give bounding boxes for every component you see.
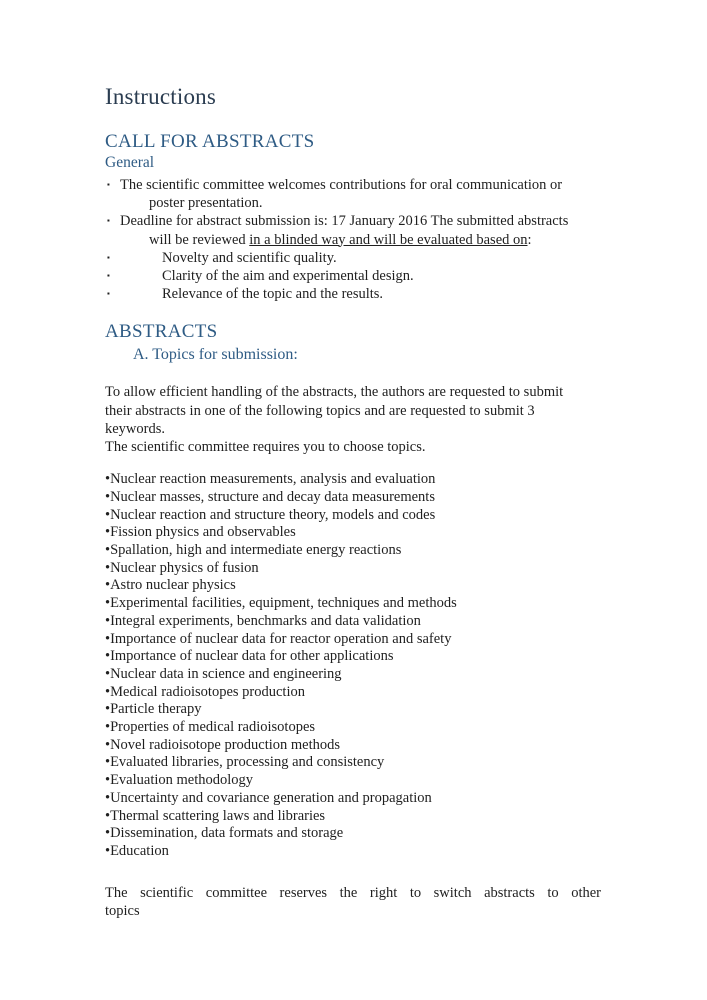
round-bullet-icon: • — [105, 807, 111, 824]
topic-item — [105, 631, 601, 649]
topic-item — [105, 843, 601, 861]
footer-line: The scientific committee reserves the right to switch abstracts to other — [105, 884, 601, 901]
round-bullet-icon: • — [105, 506, 111, 523]
topic-text: Nuclear masses, structure and decay data measurements — [110, 488, 435, 505]
topic-item — [105, 772, 601, 790]
round-bullet-icon: • — [105, 754, 111, 771]
round-bullet-icon: • — [105, 719, 111, 736]
topic-item — [105, 684, 601, 702]
bullet-text — [120, 176, 601, 212]
topic-item — [105, 737, 601, 755]
topic-item — [105, 825, 601, 843]
topic-text: Dissemination, data formats and storage — [110, 825, 344, 842]
bullet-line: The scientific committee welcomes contributions for oral communication or — [120, 177, 563, 193]
round-bullet-icon: • — [105, 736, 111, 753]
square-bullet-icon: ▪ — [107, 180, 110, 189]
intro-paragraph — [105, 383, 601, 456]
topic-text: Importance of nuclear data for other applications — [110, 648, 394, 665]
topic-item — [105, 754, 601, 772]
topic-item — [105, 542, 601, 560]
topics-list — [105, 471, 601, 860]
topic-item — [105, 666, 601, 684]
criteria-item — [105, 267, 601, 285]
bullet-item-welcome — [105, 176, 601, 212]
round-bullet-icon: • — [105, 825, 111, 842]
round-bullet-icon: • — [105, 683, 111, 700]
topic-item — [105, 790, 601, 808]
topic-item — [105, 719, 601, 737]
topic-text: Spallation, high and intermediate energy reactions — [110, 542, 402, 559]
criteria-list — [105, 249, 601, 304]
deadline-text-suffix: : — [527, 231, 532, 248]
topic-text: Particle therapy — [110, 701, 202, 718]
round-bullet-icon: • — [105, 488, 111, 505]
topic-text: Medical radioisotopes production — [110, 683, 305, 700]
topic-item — [105, 613, 601, 631]
topic-item — [105, 471, 601, 489]
topic-item — [105, 595, 601, 613]
square-bullet-icon: ▪ — [107, 271, 110, 281]
topic-item — [105, 648, 601, 666]
round-bullet-icon: • — [105, 612, 111, 629]
square-bullet-icon: ▪ — [107, 216, 110, 226]
topic-text: Evaluation methodology — [110, 772, 254, 789]
topic-text: Thermal scattering laws and libraries — [110, 807, 326, 824]
topic-text: Nuclear reaction measurements, analysis and evaluation — [110, 471, 436, 488]
criteria-item — [105, 249, 601, 267]
round-bullet-icon: • — [105, 665, 111, 682]
general-bullet-list — [105, 176, 601, 303]
topic-text: Evaluated libraries, processing and consistency — [110, 754, 385, 771]
criteria-text: Novelty and scientific quality. — [162, 249, 337, 266]
round-bullet-icon: • — [105, 630, 111, 647]
deadline-text-prefix: will be reviewed — [149, 231, 250, 248]
round-bullet-icon: • — [105, 577, 111, 594]
topic-text: Experimental facilities, equipment, techniques and methods — [110, 595, 457, 612]
round-bullet-icon: • — [105, 595, 111, 612]
bullet-item-deadline — [105, 212, 601, 248]
round-bullet-icon: • — [105, 648, 111, 665]
round-bullet-icon: • — [105, 843, 111, 859]
round-bullet-icon: • — [105, 542, 111, 559]
round-bullet-icon: • — [105, 524, 111, 541]
intro-line: keywords. — [105, 420, 166, 437]
intro-line: The scientific committee requires you to choose topics. — [105, 439, 426, 456]
topic-text: Nuclear reaction and structure theory, models and codes — [110, 506, 436, 523]
topic-text: Education — [110, 843, 169, 859]
topic-text: Novel radioisotope production methods — [110, 736, 341, 753]
bullet-line: Deadline for abstract submission is: 17 January 2016 The submitted abstracts — [120, 213, 569, 230]
bullet-line — [120, 231, 601, 249]
topic-item — [105, 524, 601, 542]
topics-for-submission-subheading: A. Topics for submission: — [133, 346, 298, 364]
topic-item — [105, 507, 601, 525]
topic-text: Properties of medical radioisotopes — [110, 719, 316, 736]
round-bullet-icon: • — [105, 559, 111, 576]
deadline-text-underlined: in a blinded way and will be evaluated based on — [249, 231, 528, 248]
topic-item — [105, 489, 601, 507]
topic-text: Importance of nuclear data for reactor operation and safety — [110, 630, 452, 647]
bullet-line: poster presentation. — [149, 195, 263, 212]
round-bullet-icon: • — [105, 701, 111, 718]
page-title: Instructions — [105, 84, 216, 109]
square-bullet-icon: ▪ — [107, 252, 110, 262]
abstracts-heading: ABSTRACTS — [105, 321, 218, 343]
footer-line: topics — [105, 902, 140, 919]
topic-item — [105, 701, 601, 719]
round-bullet-icon: • — [105, 471, 111, 488]
criteria-item — [105, 285, 601, 303]
topic-text: Astro nuclear physics — [110, 577, 236, 594]
footer-paragraph — [105, 884, 601, 920]
square-bullet-icon: ▪ — [107, 289, 110, 299]
topic-text: Nuclear data in science and engineering — [110, 665, 342, 682]
topic-item — [105, 577, 601, 595]
intro-line: their abstracts in one of the following topics and are requested to submit 3 — [105, 402, 535, 419]
topic-text: Nuclear physics of fusion — [110, 559, 259, 576]
topic-text: Uncertainty and covariance generation and propagation — [110, 789, 432, 806]
round-bullet-icon: • — [105, 789, 111, 806]
intro-line: To allow efficient handling of the abstracts, the authors are requested to submit — [105, 384, 564, 401]
topic-text: Integral experiments, benchmarks and data validation — [110, 612, 421, 629]
criteria-text: Clarity of the aim and experimental design. — [162, 268, 414, 285]
topic-text: Fission physics and observables — [110, 524, 296, 541]
general-subheading: General — [105, 154, 155, 171]
topic-item — [105, 808, 601, 826]
topic-item — [105, 560, 601, 578]
call-for-abstracts-heading: CALL FOR ABSTRACTS — [105, 131, 315, 152]
criteria-text: Relevance of the topic and the results. — [162, 286, 384, 303]
bullet-text — [120, 212, 601, 248]
round-bullet-icon: • — [105, 772, 111, 789]
